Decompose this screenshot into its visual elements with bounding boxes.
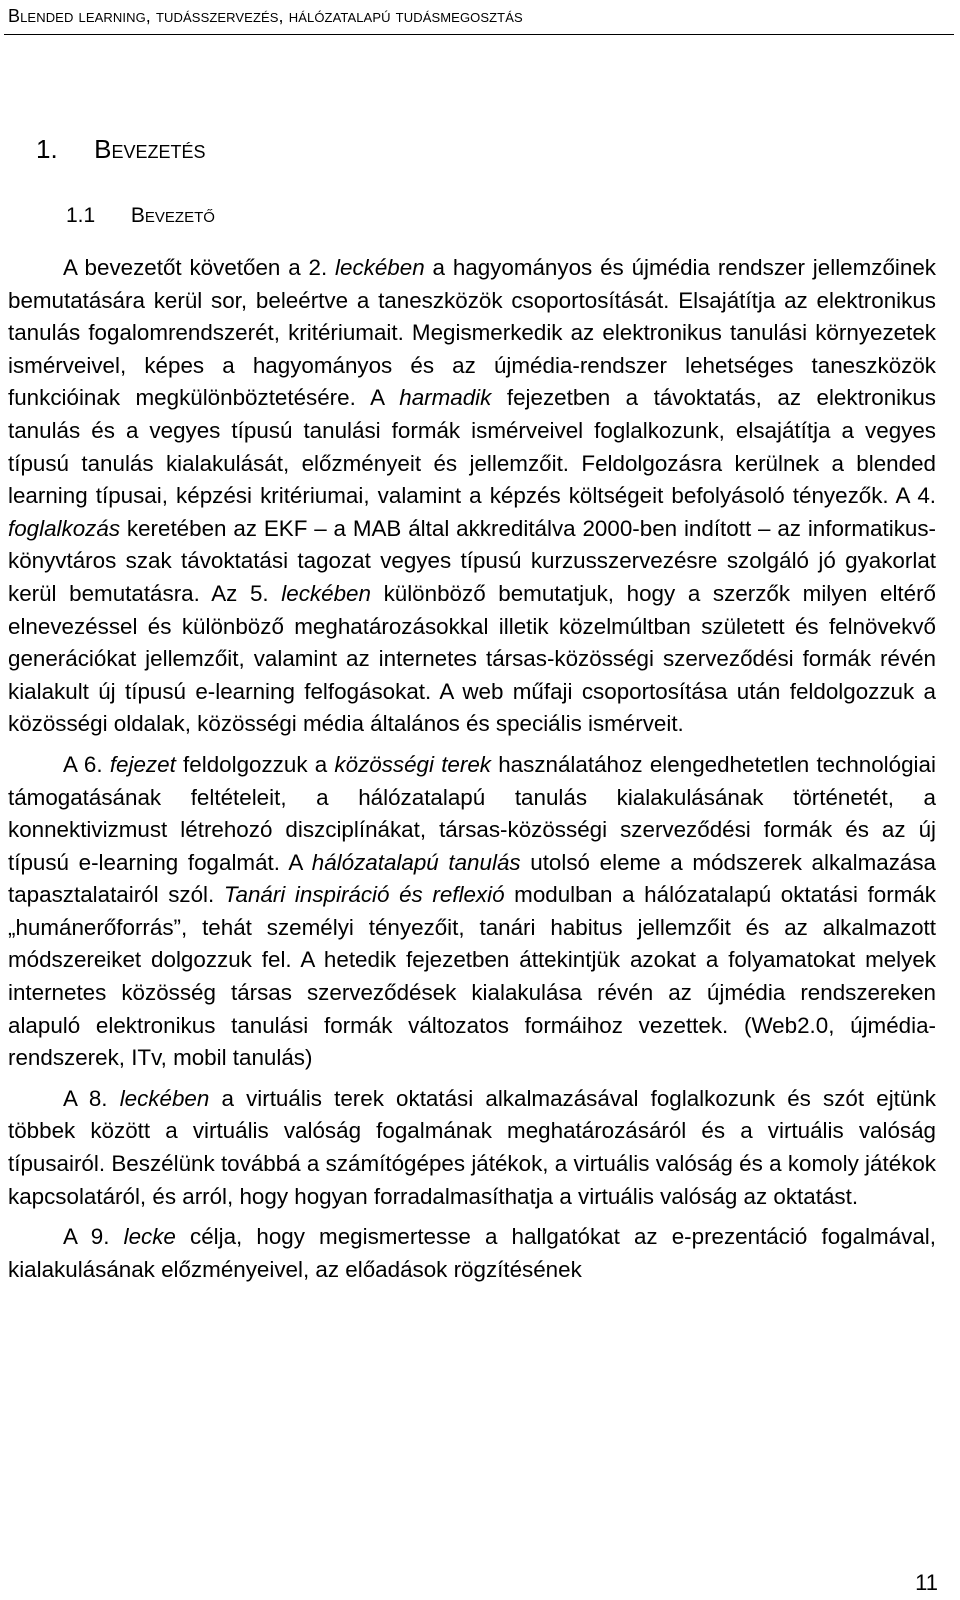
body-paragraph [8, 1221, 936, 1286]
paragraph-text: utolsó eleme a módszerek alkalmazása tapasztalatairól szól. [8, 849, 936, 908]
paragraph-text: használatához elengedhetetlen technológiai támogatásának feltételeit, a hálózatalapú tanulás kialakulásának történetét, a konnektivizmust létrehozó diszciplínákat, társas-közösségi szerveződési formák és az új típusú e-learning fogalmát. A [8, 751, 936, 875]
paragraph-text: A 9. [63, 1224, 124, 1250]
emphasized-text: leckében [119, 1085, 210, 1111]
paragraph-text: a hagyományos és újmédia rendszer jellemzőinek bemutatására kerül sor, beleértve a taneszközök csoportosítását. Elsajátítja az elektronikus tanulás fogalomrendszerét, kritériumait. Megismerkedik az elektronikus tanulási környezetek ismérveivel, képes a hagyományos és az újmédia-rendszer lehetséges taneszközök funkcióinak megkülönböztetésére. A [8, 255, 936, 411]
paragraph-text: A 8. [63, 1085, 120, 1111]
paragraph-text: modulban a hálózatalapú oktatási formák „humánerőforrás”, tehát személyi tényezőit, tanári habitus jellemzőit és az alkalmazott módszereiket dolgozzuk fel. A hetedik fejezetben áttekintjük azokat a folyamatokat melyek internetes közösség társas szerveződések kialakulása révén az újmédia rendszereken alapuló elektronikus tanulási formák változatos formáihoz vezettek. (Web2.0, újmédia-rendszerek, ITv, mobil tanulás) [8, 882, 936, 1071]
body-text [8, 252, 936, 1294]
emphasized-text: Tanári inspiráció és reflexió [223, 882, 505, 908]
paragraph-text: A bevezetőt követően a 2. [63, 255, 336, 280]
emphasized-text: foglalkozás [8, 515, 121, 541]
body-paragraph [8, 749, 936, 1075]
paragraph-text: A 6. [63, 751, 110, 777]
subsection-number: 1.1 [66, 204, 96, 227]
running-header [8, 6, 952, 27]
section-number: 1. [36, 134, 58, 164]
subsection-heading [66, 204, 215, 228]
section-heading [36, 134, 206, 165]
running-header-title: Blended learning, tudásszervezés, hálózatalapú tudásmegosztás [8, 6, 523, 26]
body-paragraph [8, 252, 936, 741]
header-divider [4, 34, 954, 35]
emphasized-text: leckében [281, 580, 371, 606]
paragraph-text: feldolgozzuk a [175, 751, 335, 777]
paragraph-text: fejezetben a távoktatás, az elektronikus tanulás és a vegyes típusú tanulási formák ismérveivel foglalkozunk, elsajátítja a vegyes típusú tanulás kialakulását, előzményeit és jellemzőit. Feldolgozásra kerülnek a blended learning típusai, képzési kritériumai, valamint a képzés költségeit befolyásoló tényezők. A 4. [8, 385, 936, 509]
paragraph-text: különböző bemutatjuk, hogy a szerzők milyen eltérő elnevezéssel és különböző meghatározásokkal illetik közelmúltban született és felnövekvő generációkat jellemzőit, valamint az internetes társas-közösségi szerveződési formák révén kialakult új típusú e-learning felfogásokat. A web műfaji csoportosítása után feldolgozzuk a közösségi oldalak, közösségi média általános és speciális ismérveit. [8, 580, 937, 737]
emphasized-text: hálózatalapú tanulás [311, 849, 521, 875]
body-paragraph [8, 1083, 936, 1213]
paragraph-text: célja, hogy megismertesse a hallgatókat az e-prezentáció fogalmával, kialakulásának előzményeivel, az előadások rögzítésének [8, 1224, 936, 1282]
emphasized-text: harmadik [399, 385, 492, 411]
emphasized-text: fejezet [109, 751, 176, 777]
page-number: 11 [915, 1570, 938, 1595]
paragraph-text: keretében az EKF – a MAB által akkreditálva 2000-ben indított – az informatikus-könyvtáros szak távoktatási tagozat vegyes típusú kurzusszervezésre szolgáló jó gyakorlat kerül bemutatásra. Az 5. [8, 515, 936, 606]
emphasized-text: közösségi terek [334, 751, 491, 777]
emphasized-text: leckében [335, 255, 425, 280]
section-title: Bevezetés [94, 134, 206, 164]
paragraph-text: a virtuális terek oktatási alkalmazásával foglalkozunk és szót ejtünk többek között a virtuális valóság fogalmának meghatározásáról és a virtuális valóság típusairól. Beszélünk továbbá a számítógépes játékok, a virtuális valóság és a komoly játékok kapcsolatáról, és arról, hogy hogyan forradalmasíthatja a virtuális valóság az oktatást. [8, 1085, 936, 1209]
subsection-title: Bevezető [130, 204, 215, 227]
emphasized-text: lecke [123, 1224, 176, 1250]
